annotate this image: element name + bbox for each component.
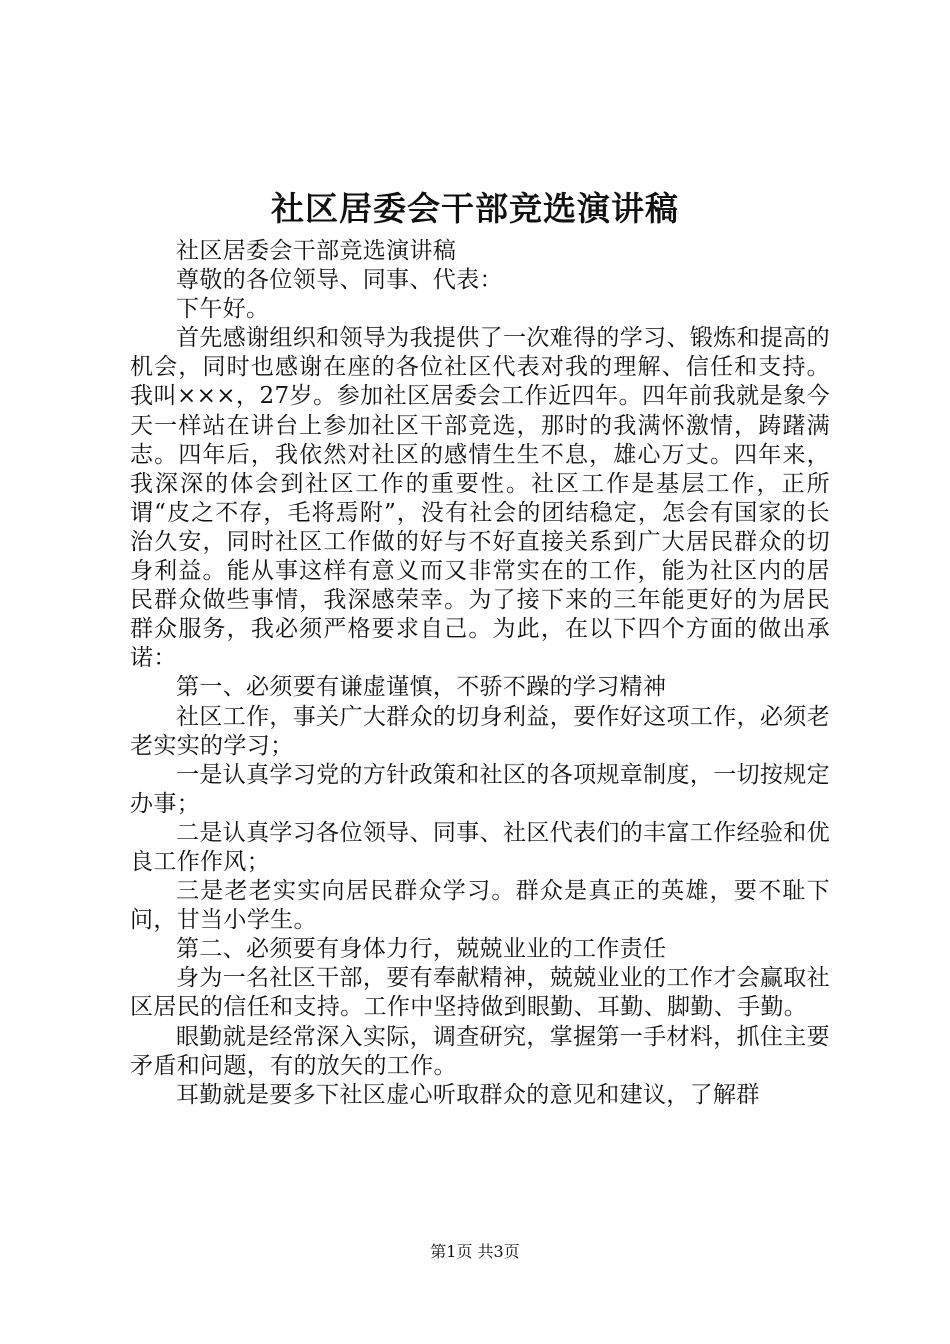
paragraph: 眼勤就是经常深入实际，调查研究，掌握第一手材料，抓住主要矛盾和问题，有的放矢的工作。 [130, 1023, 830, 1079]
document-title: 社区居委会干部竞选演讲稿 [271, 189, 679, 228]
paragraph: 一是认真学习党的方针政策和社区的各项规章制度，一切按规定办事； [130, 761, 830, 817]
page-number-footer: 第1页 共3页 [430, 1242, 520, 1261]
paragraph: 下午好。 [176, 296, 270, 323]
paragraph: 首先感谢组织和领导为我提供了一次难得的学习、锻炼和提高的机会，同时也感谢在座的各位社区代表对我的理解、信任和支持。我叫×××，27岁。参加社区居委会工作近四年。四年前我就是象今天一样站在讲台上参加社区干部竞选，那时的我满怀激情，踌躇满志。四年后，我依然对社区的感情生生不息，雄心万丈。四年来，我深深的体会到社区工作的重要性。社区工作是基层工作，正所谓“皮之不存，毛将焉附”，没有社会的团结稳定，怎会有国家的长治久安，同时社区工作做的好与不好直接关系到广大居民群众的切身利益。能从事这样有意义而又非常实在的工作，能为社区内的居民群众做些事情，我深感荣幸。为了接下来的三年能更好的为居民群众服务，我必须严格要求自己。为此，在以下四个方面的做出承诺： [130, 325, 830, 672]
paragraph: 第二、必须要有身体力行，兢兢业业的工作责任 [176, 936, 667, 963]
paragraph: 尊敬的各位领导、同事、代表： [176, 267, 503, 294]
paragraph: 社区工作，事关广大群众的切身利益，要作好这项工作，必须老老实实的学习； [130, 703, 830, 759]
paragraph: 第一、必须要有谦虚谨慎，不骄不躁的学习精神 [176, 674, 667, 701]
document-body [130, 237, 830, 1110]
paragraph: 耳勤就是要多下社区虚心听取群众的意见和建议，了解群 [176, 1081, 760, 1108]
paragraph: 身为一名社区干部，要有奉献精神，兢兢业业的工作才会赢取社区居民的信任和支持。工作中坚持做到眼勤、耳勤、脚勤、手勤。 [130, 965, 830, 1021]
paragraph: 二是认真学习各位领导、同事、社区代表们的丰富工作经验和优良工作作风； [130, 819, 830, 875]
paragraph: 社区居委会干部竞选演讲稿 [176, 238, 457, 264]
paragraph: 三是老老实实向居民群众学习。群众是真正的英雄，要不耻下问，甘当小学生。 [130, 878, 830, 934]
